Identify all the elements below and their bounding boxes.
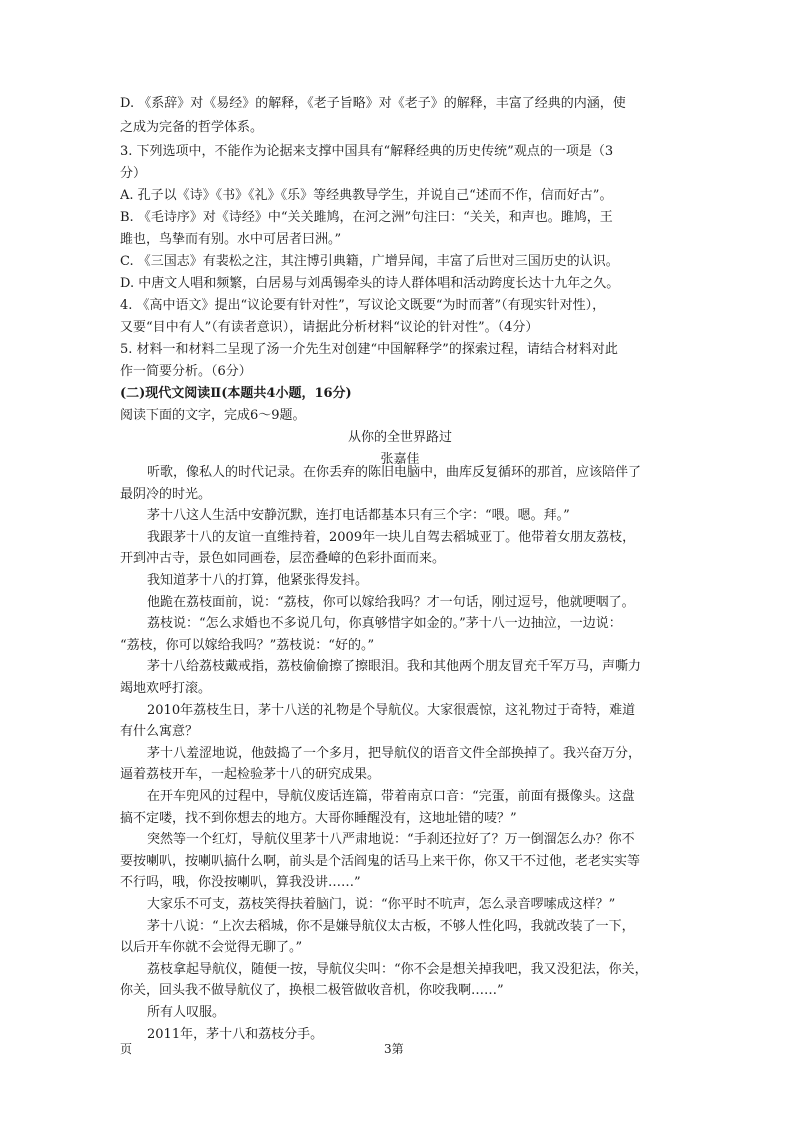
article-paragraph: 你关，回头我不做导航仪了，换根二极管做收音机，你咬我啊……” (120, 983, 504, 999)
article-paragraph: 2010年荔枝生日，茅十八送的礼物是个导航仪。大家很震惊，这礼物过于奇特，难道 (147, 702, 636, 718)
article-paragraph: 搞不定喽，找不到你想去的地方。大哥你睡醒没有，这地址错的唛？” (120, 810, 517, 826)
article-paragraph: 我跟茅十八的友谊一直维持着，2009年一块儿自驾去稻城亚丁。他带着女朋友荔枝， (147, 529, 636, 545)
option-d-line: D. 《系辞》对《易经》的解释，《老子旨略》对《老子》的解释，丰富了经典的内涵，使 (120, 96, 626, 111)
article-paragraph: 我知道茅十八的打算，他紧张得发抖。 (147, 573, 369, 588)
option-b: 雎也，鸟挚而有别。水中可居者曰洲。” (120, 232, 342, 247)
page-number: 3第 (384, 1042, 404, 1056)
article-paragraph: 荔枝拿起导航仪，随便一按，导航仪尖叫：“你不会是想关掉我吧，我又没犯法，你关， (147, 961, 648, 977)
question-5: 作一简要分析。（6分） (120, 364, 252, 379)
article-paragraph: 茅十八给荔枝戴戒指，荔枝偷偷擦了擦眼泪。我和其他两个朋友冒充千军万马，声嘶力 (147, 659, 642, 675)
article-paragraph: 最阴冷的时光。 (120, 486, 212, 502)
question-3: 3. 下列选项中，不能作为论据来支撑中国具有“解释经典的历史传统”观点的一项是（3 (120, 144, 614, 159)
option-d: D. 中唐文人唱和频繁，白居易与刘禹锡牵头的诗人群体唱和活动跨度长达十九年之久。 (120, 276, 620, 291)
article-paragraph: 在开车兜风的过程中，导航仪废话连篇，带着南京口音：“完蛋，前面有摄像头。这盘 (147, 789, 635, 804)
article-title: 从你的全世界路过 (347, 430, 452, 445)
option-a: A. 孔子以《诗》《书》《礼》《乐》等经典教导学生，并说自己“述而不作，信而好古”。 (120, 188, 613, 203)
article-paragraph: 竭地欢呼打滚。 (120, 681, 212, 696)
question-4: 4. 《高中语文》提出“议论要有针对性”，写议论文既要“为时而著”（有现实针对性）， (120, 298, 606, 313)
article-paragraph: 以后开车你就不会觉得无聊了。” (120, 940, 303, 956)
question-4: 又要“目中有人”（有读者意识），请据此分析材料“议论的针对性”。（4分） (120, 320, 539, 335)
article-paragraph: 大家乐不可支，荔枝笑得扶着脑门，说：“你平时不吭声，怎么录音啰嗦成这样？” (147, 897, 616, 912)
option-c: C. 《三国志》有裴松之注，其注博引典籍，广增异闻，丰富了后世对三国历史的认识。 (120, 254, 619, 269)
article-paragraph: 突然等一个红灯，导航仪里茅十八严肃地说：“手刹还拉好了？万一倒溜怎么办？你不 (147, 832, 635, 848)
article-paragraph: 荔枝说：“怎么求婚也不多说几句，你真够惜字如金的。”茅十八一边抽泣，一边说： (147, 616, 622, 632)
option-b: B. 《毛诗序》对《诗经》中“关关雎鸠，在河之洲”句注曰：“关关，和声也。雎鸠，王 (120, 210, 613, 225)
article-paragraph: “荔枝，你可以嫁给我吗？”荔枝说：“好的。” (120, 637, 375, 653)
article-paragraph: 茅十八羞涩地说，他鼓捣了一个多月，把导航仪的语音文件全部换掉了。我兴奋万分， (147, 745, 642, 761)
article-paragraph: 所有人叹服。 (147, 1005, 226, 1020)
article-author: 张嘉佳 (380, 452, 420, 467)
article-paragraph: 他跪在荔枝面前，说：“荔枝，你可以嫁给我吗？才一句话，刚过逗号，他就哽咽了。 (147, 594, 635, 610)
reading-instruction: 阅读下面的文字，完成6～9题。 (120, 408, 306, 423)
article-paragraph: 茅十八这人生活中安静沉默，连打电话都基本只有三个字：“喂。嗯。拜。” (147, 508, 570, 524)
article-paragraph: 要按喇叭，按喇叭搞什么啊，前头是个活阎鬼的话马上来干你，你又干不过他，老老实实等 (120, 853, 641, 869)
article-paragraph: 听歌，像私人的时代记录。在你丢弃的陈旧电脑中，曲库反复循环的那首，应该陪伴了 (147, 465, 642, 480)
question-5: 5. 材料一和材料二呈现了汤一介先生对创建“中国解释学”的探索过程，请结合材料对此 (120, 342, 618, 357)
article-paragraph: 有什么寓意？ (120, 724, 199, 740)
article-paragraph: 逼着荔枝开车，一起检验茅十八的研究成果。 (120, 767, 381, 783)
option-d-line: 之成为完备的哲学体系。 (120, 120, 264, 135)
article-paragraph: 茅十八说：“上次去稻城，你不是嫌导航仪太古板，不够人性化吗，我就改装了一下， (147, 918, 635, 934)
question-3: 分） (120, 166, 147, 181)
section-heading: (二)现代文阅读Ⅱ(本题共4小题，16分) (120, 386, 352, 401)
article-paragraph: 不行吗，哦，你没按喇叭，算我没讲……” (120, 875, 361, 891)
article-paragraph: 2011年，茅十八和荔枝分手。 (147, 1026, 324, 1042)
footer-left: 页 (120, 1042, 133, 1056)
article-paragraph: 开到冲古寺，景色如同画卷，层峦叠嶂的色彩扑面而来。 (120, 551, 446, 567)
